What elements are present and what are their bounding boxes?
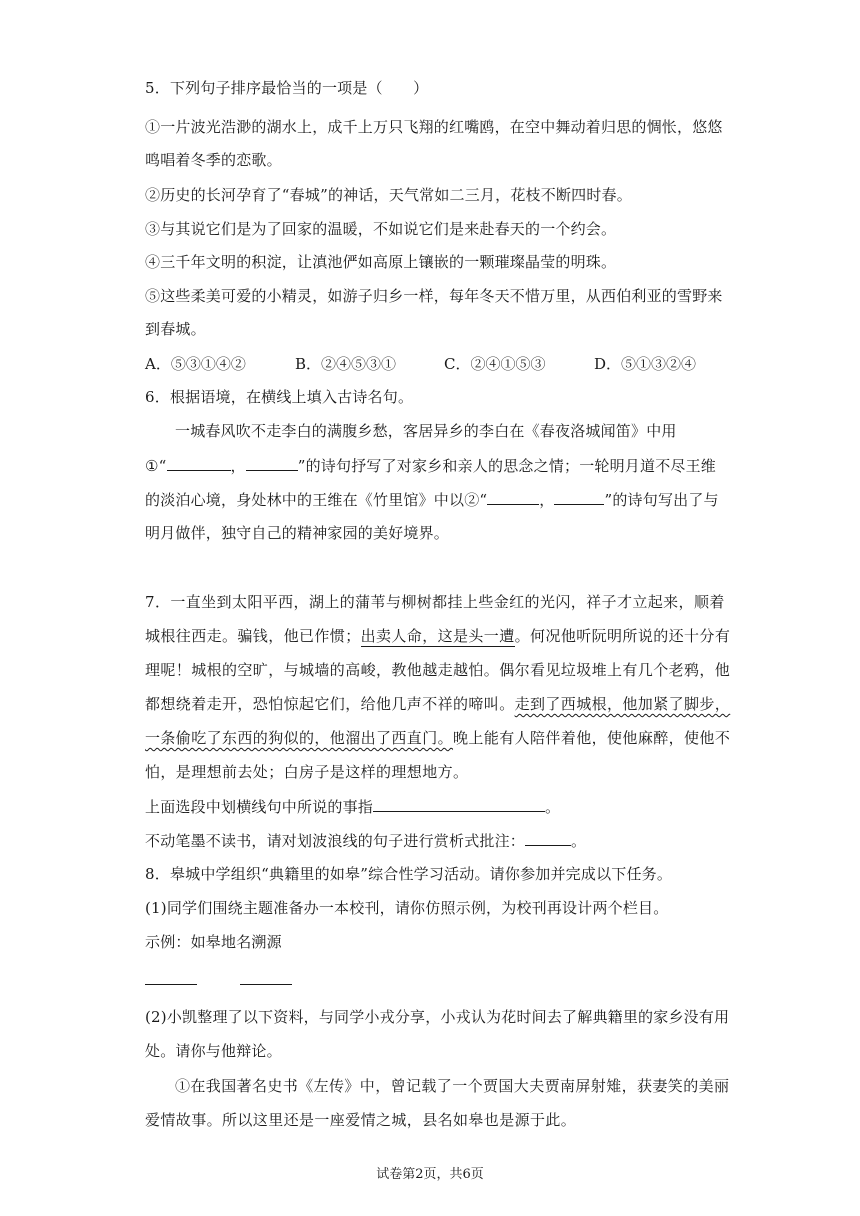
q6-blank-2[interactable] — [246, 455, 298, 471]
q5-sentence-1a: ①一片波光浩渺的湖水上，成千上万只飞翔的红嘴鸥，在空中舞动着归思的惆怅，悠悠 — [145, 118, 723, 136]
q5-sentence-3: ③与其说它们是为了回家的温暖，不如说它们是来赴春天的一个约会。 — [145, 220, 617, 238]
q7-text: 晚上能有人陪伴着他，使他麻醉，使他不 — [453, 729, 731, 747]
q7-answer-blank-a[interactable] — [373, 796, 545, 812]
q6-blank-1[interactable] — [167, 455, 231, 471]
q7-period: 。 — [545, 798, 561, 816]
q7-passage-line-5 — [145, 728, 730, 748]
q8-material-1-line-2: 爱情故事。所以这里还是一座爱情之城，县名如皋也是源于此。 — [145, 1111, 577, 1129]
q5-option-d: D．⑤①③②④ — [594, 355, 697, 373]
q5-sentence-5b: 到春城。 — [145, 320, 206, 338]
q8-stem: 8．皋城中学组织“典籍里的如皋”综合性学习活动。请你参加并完成以下任务。 — [145, 865, 673, 883]
q6-blank-4[interactable] — [554, 489, 604, 505]
q7-question-b — [145, 830, 586, 851]
q6-paragraph-line-1: 一城春风吹不走李白的满腹乡愁，客居异乡的李白在《春夜洛城闻笛》中用 — [175, 422, 677, 440]
q6-comma: ， — [230, 457, 246, 475]
q8-task-2-line-1: (2)小凯整理了以下资料，与同学小戎分享，小戎认为花时间去了解典籍里的家乡没有用 — [145, 1008, 730, 1026]
q7-answer-blank-b[interactable] — [525, 830, 571, 846]
q7-text: 城根往西走。骗钱，他已作惯； — [145, 627, 361, 645]
q7-underlined-sentence: 出卖人命，这是头一遭 — [360, 627, 515, 645]
q6-text-after-blanks: ”的诗句写出了与 — [604, 491, 719, 509]
q5-sentence-1b: 鸣唱着冬季的恋歌。 — [145, 151, 282, 169]
q6-quote-open: ①“ — [145, 457, 167, 475]
q6-paragraph-line-2 — [145, 455, 716, 476]
q8-task-2-line-2: 处。请你与他辩论。 — [145, 1042, 282, 1060]
q5-sentence-2: ②历史的长河孕育了“春城”的神话，天气常如二三月，花枝不断四时春。 — [145, 186, 632, 204]
q5-sentence-5a: ⑤这些柔美可爱的小精灵，如游子归乡一样，每年冬天不惜万里，从西伯利亚的雪野来 — [145, 287, 723, 305]
q7-text: 都想绕着走开，恐怕惊起它们，给他几声不祥的啼叫。 — [145, 695, 515, 713]
q5-stem: 5．下列句子排序最恰当的一项是（ ） — [145, 79, 429, 97]
q7-passage-line-3: 理呢！城根的空旷，与城墙的高峻，教他越走越怕。偶尔看见垃圾堆上有几个老鸦，他 — [145, 661, 731, 679]
q7-text: 。何况他听阮明所说的还十分有 — [514, 627, 731, 645]
q7-question-a-text: 上面选段中划横线句中所说的事指 — [145, 798, 374, 816]
q7-question-b-text: 不动笔墨不读书，请对划波浪线的句子进行赏析式批注： — [145, 832, 526, 850]
q6-blank-3[interactable] — [487, 489, 539, 505]
q6-text-before-blanks: 的淡泊心境，身处林中的王维在《竹里馆》中以②“ — [145, 491, 488, 509]
q6-comma: ， — [539, 491, 555, 509]
q8-column-blank-2[interactable] — [240, 984, 292, 985]
q8-column-blank-1[interactable] — [145, 984, 197, 985]
q7-wavy-sentence-part-1: 走到了西城根，他加紧了脚步， — [514, 695, 731, 713]
q7-passage-line-6: 怕，是理想前去处；白房子是这样的理想地方。 — [145, 763, 469, 781]
q7-period: 。 — [571, 832, 587, 850]
q6-paragraph-line-3 — [145, 489, 719, 510]
q7-question-a — [145, 796, 560, 817]
q8-material-1-line-1: ①在我国著名史书《左传》中，曾记载了一个贾国大夫贾南屏射雉，获妻笑的美丽 — [175, 1077, 730, 1095]
q5-sentence-4: ④三千年文明的积淀，让滇池俨如高原上镶嵌的一颗璀璨晶莹的明珠。 — [145, 253, 617, 271]
page-footer: 试卷第2页，共6页 — [376, 1167, 484, 1182]
q6-paragraph-line-4: 明月做伴，独守自己的精神家园的美好境界。 — [145, 524, 450, 542]
q7-passage-line-4 — [145, 694, 730, 714]
q5-option-b: B．②④⑤③① — [295, 355, 397, 373]
q5-option-c: C．②④①⑤③ — [444, 355, 546, 373]
q6-text-after-blanks: ”的诗句抒写了对家乡和亲人的思念之情；一轮明月道不尽王维 — [297, 457, 717, 475]
q8-example: 示例：如皋地名溯源 — [145, 933, 282, 951]
q8-task-1: (1)同学们围绕主题准备办一本校刊，请你仿照示例，为校刊再设计两个栏目。 — [145, 899, 669, 917]
q5-option-a: A．⑤③①④② — [145, 355, 246, 373]
q7-passage-line-1: 7．一直坐到太阳平西，湖上的蒲苇与柳树都挂上些金红的光闪，祥子才立起来，顺着 — [145, 593, 725, 611]
q7-wavy-sentence-part-2: 一条偷吃了东西的狗似的，他溜出了西直门。 — [145, 729, 454, 747]
q7-passage-line-2 — [145, 626, 730, 646]
q6-stem: 6．根据语境，在横线上填入古诗名句。 — [145, 388, 414, 406]
